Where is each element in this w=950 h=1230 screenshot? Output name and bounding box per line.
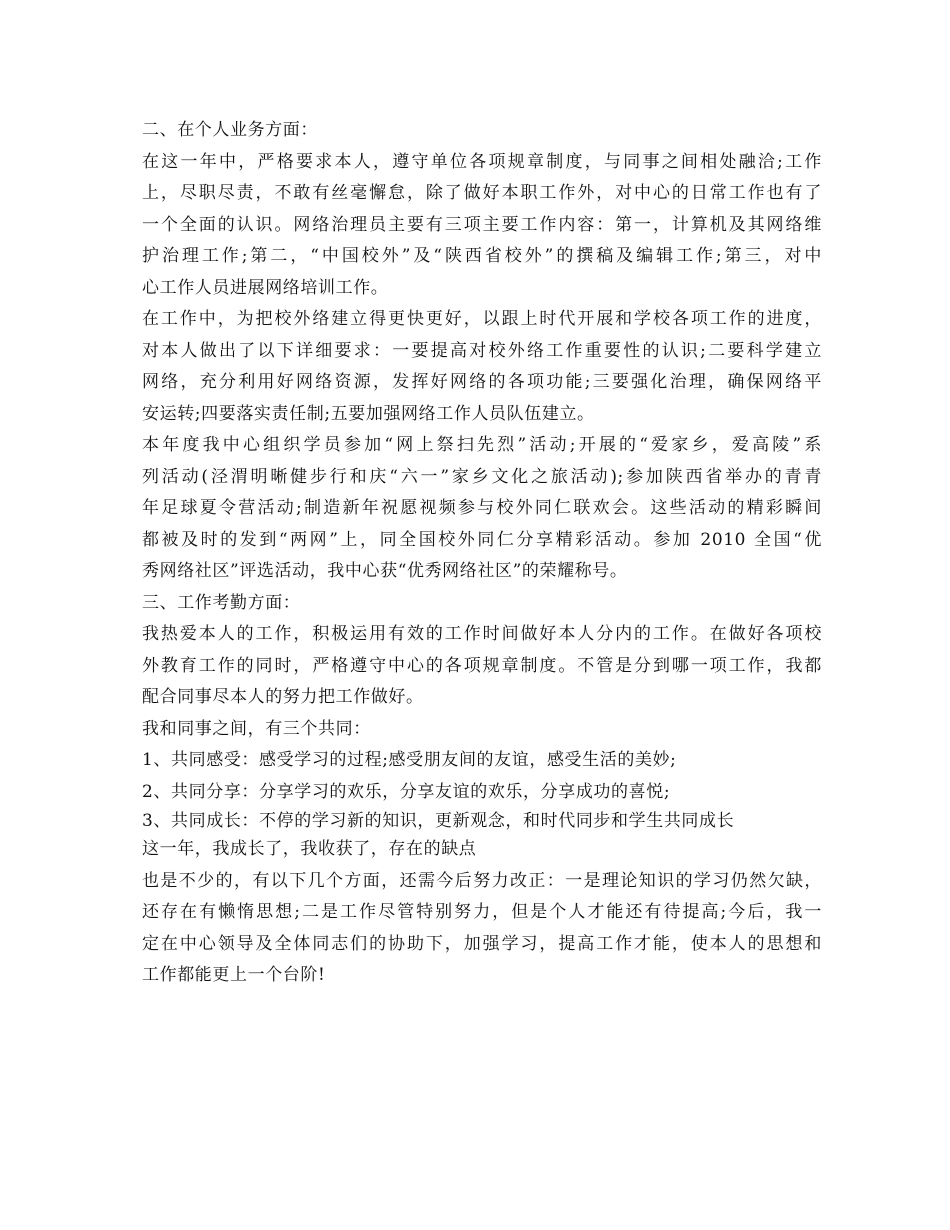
paragraph-line: 本年度我中心组织学员参加“网上祭扫先烈”活动;开展的“爱家乡，爱高陵”系 — [142, 435, 822, 455]
paragraph-line: 上，尽职尽责，不敢有丝毫懈怠，除了做好本职工作外，对中心的日常工作也有了 — [142, 183, 822, 203]
paragraph-line: 定在中心领导及全体同志们的协助下，加强学习，提高工作才能，使本人的思想和 — [142, 933, 822, 954]
section-heading-personal-work: 二、在个人业务方面： — [142, 120, 318, 140]
paragraph-line: 我热爱本人的工作，积极运用有效的工作时间做好本人分内的工作。在做好各项校 — [142, 624, 822, 644]
paragraph-line: 年足球夏令营活动;制造新年祝愿视频参与校外同仁联欢会。这些活动的精彩瞬间 — [142, 498, 822, 518]
paragraph-line: 网络，充分利用好网络资源，发挥好网络的各项功能;三要强化治理，确保网络平 — [142, 372, 822, 392]
paragraph-line: 对本人做出了以下详细要求：一要提高对校外络工作重要性的认识;二要科学建立 — [142, 340, 822, 361]
paragraph-line: 一个全面的认识。网络治理员主要有三项主要工作内容：第一，计算机及其网络维 — [142, 214, 822, 235]
paragraph-line: 在工作中，为把校外络建立得更快更好，以跟上时代开展和学校各项工作的进度， — [142, 309, 822, 329]
list-item: 1、共同感受：感受学习的过程;感受朋友间的友谊，感受生活的美妙; — [142, 750, 677, 770]
paragraph-line: 安运转;四要落实责任制;五要加强网络工作人员队伍建立。 — [142, 403, 595, 424]
document-body — [142, 115, 822, 992]
paragraph-line: 列活动(泾渭明晰健步行和庆“六一”家乡文化之旅活动);参加陕西省举办的青青 — [142, 466, 822, 487]
paragraph-line: 在这一年中，严格要求本人，遵守单位各项规章制度，与同事之间相处融洽;工作 — [142, 151, 822, 172]
paragraph-line: 配合同事尽本人的努力把工作做好。 — [142, 687, 424, 707]
paragraph-line: 秀网络社区”评选活动，我中心获“优秀网络社区”的荣耀称号。 — [142, 561, 628, 581]
list-item: 2、共同分享：分享学习的欢乐，分享友谊的欢乐，分享成功的喜悦; — [142, 781, 671, 802]
section-heading-attendance: 三、工作考勤方面： — [142, 592, 301, 613]
paragraph-line: 护治理工作;第二，“中国校外”及“陕西省校外”的撰稿及编辑工作;第三，对中 — [142, 246, 822, 266]
paragraph-line: 也是不少的，有以下几个方面，还需今后努力改正：一是理论知识的学习仍然欠缺， — [142, 870, 822, 891]
paragraph-line: 我和同事之间，有三个共同： — [142, 718, 371, 739]
paragraph-line: 这一年，我成长了，我收获了，存在的缺点 — [142, 839, 477, 859]
paragraph-line: 还存在有懒惰思想;二是工作尽管特别努力，但是个人才能还有待提高;今后，我一 — [142, 902, 822, 922]
paragraph-line: 外教育工作的同时，严格遵守中心的各项规章制度。不管是分到哪一项工作，我都 — [142, 655, 822, 676]
paragraph-line: 都被及时的发到“两网”上，同全国校外同仁分享精彩活动。参加 2010 全国“优 — [142, 529, 822, 550]
list-item: 3、共同成长：不停的学习新的知识，更新观念，和时代同步和学生共同成长 — [142, 811, 735, 831]
paragraph-line: 心工作人员进展网络培训工作。 — [142, 277, 389, 298]
paragraph-line: 工作都能更上一个台阶! — [142, 965, 326, 985]
